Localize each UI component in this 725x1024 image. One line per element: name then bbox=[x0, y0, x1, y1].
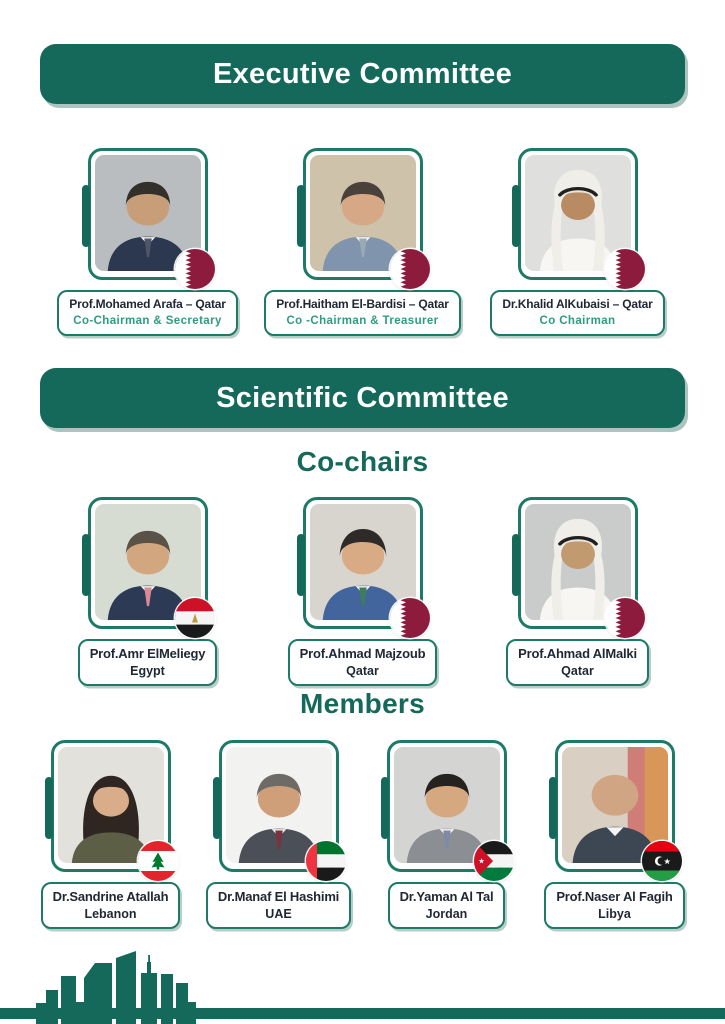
member-name: Dr.Yaman Al Tal bbox=[399, 889, 494, 904]
cochairs-row bbox=[0, 497, 725, 686]
frame-accent-bar bbox=[512, 534, 520, 596]
frame-accent-bar bbox=[213, 777, 221, 839]
frame-accent-bar bbox=[297, 534, 305, 596]
member-name: Prof.Ahmad AlMalki bbox=[518, 646, 637, 661]
member-role: Co-Chairman & Secretary bbox=[73, 314, 222, 327]
name-card bbox=[288, 639, 438, 686]
member-name: Prof.Haitham El-Bardisi – Qatar bbox=[276, 297, 449, 311]
name-card bbox=[206, 882, 351, 929]
member-name: Prof.Mohamed Arafa – Qatar bbox=[69, 297, 226, 311]
name-card bbox=[57, 290, 237, 336]
member-card bbox=[470, 148, 685, 336]
flag-libya-icon bbox=[642, 841, 682, 881]
member-country: Qatar bbox=[561, 663, 594, 678]
name-card bbox=[78, 639, 218, 686]
member-card bbox=[255, 497, 470, 686]
member-name: Dr.Sandrine Atallah bbox=[52, 889, 169, 904]
flag-uae-icon bbox=[306, 841, 346, 881]
member-photo bbox=[555, 740, 675, 872]
flag-qatar-icon bbox=[605, 598, 645, 638]
member-role: Co -Chairman & Treasurer bbox=[286, 314, 439, 327]
member-card bbox=[255, 148, 470, 336]
member-card bbox=[40, 497, 255, 686]
member-role: Co Chairman bbox=[539, 314, 616, 327]
flag-qatar-icon bbox=[175, 249, 215, 289]
member-card bbox=[27, 740, 195, 929]
member-country: Libya bbox=[598, 906, 631, 921]
frame-accent-bar bbox=[381, 777, 389, 839]
member-photo bbox=[88, 497, 208, 629]
name-card bbox=[544, 882, 684, 929]
frame-accent-bar bbox=[297, 185, 305, 247]
frame-accent-bar bbox=[45, 777, 53, 839]
scientific-committee-banner bbox=[40, 368, 685, 428]
flag-qatar-icon bbox=[390, 249, 430, 289]
name-card bbox=[506, 639, 649, 686]
flag-qatar-icon bbox=[605, 249, 645, 289]
members-heading: Members bbox=[299, 688, 426, 719]
member-name: Prof.Amr ElMeliegy bbox=[89, 646, 206, 661]
name-card bbox=[41, 882, 181, 929]
name-card bbox=[490, 290, 664, 336]
member-photo bbox=[387, 740, 507, 872]
member-card bbox=[363, 740, 531, 929]
scientific-committee-title: Scientific Committee bbox=[216, 381, 509, 414]
executive-committee-banner bbox=[40, 44, 685, 104]
member-photo bbox=[518, 148, 638, 280]
member-name: Dr.Manaf El Hashimi bbox=[217, 889, 340, 904]
name-card bbox=[388, 882, 506, 929]
frame-accent-bar bbox=[549, 777, 557, 839]
flag-qatar-icon bbox=[390, 598, 430, 638]
member-photo bbox=[303, 148, 423, 280]
member-card bbox=[470, 497, 685, 686]
member-photo bbox=[303, 497, 423, 629]
cochairs-heading: Co-chairs bbox=[296, 446, 429, 477]
executive-committee-title: Executive Committee bbox=[212, 57, 513, 90]
frame-accent-bar bbox=[82, 185, 90, 247]
member-photo bbox=[518, 497, 638, 629]
frame-accent-bar bbox=[82, 534, 90, 596]
executive-members-row bbox=[0, 148, 725, 336]
member-card bbox=[531, 740, 699, 929]
member-name: Prof.Ahmad Majzoub bbox=[299, 646, 426, 661]
member-country: UAE bbox=[265, 906, 292, 921]
member-card bbox=[40, 148, 255, 336]
member-name: Dr.Khalid AlKubaisi – Qatar bbox=[502, 297, 653, 311]
member-country: Qatar bbox=[346, 663, 379, 678]
flag-egypt-icon bbox=[175, 598, 215, 638]
member-country: Lebanon bbox=[84, 906, 137, 921]
flag-lebanon-icon bbox=[138, 841, 178, 881]
member-card bbox=[195, 740, 363, 929]
frame-accent-bar bbox=[512, 185, 520, 247]
member-country: Jordan bbox=[425, 906, 468, 921]
name-card bbox=[264, 290, 461, 336]
city-skyline-icon bbox=[0, 924, 725, 1024]
member-country: Egypt bbox=[130, 663, 165, 678]
member-photo bbox=[88, 148, 208, 280]
members-row bbox=[0, 740, 725, 929]
member-photo bbox=[219, 740, 339, 872]
member-photo bbox=[51, 740, 171, 872]
member-name: Prof.Naser Al Fagih bbox=[556, 889, 673, 904]
flag-jordan-icon bbox=[474, 841, 514, 881]
